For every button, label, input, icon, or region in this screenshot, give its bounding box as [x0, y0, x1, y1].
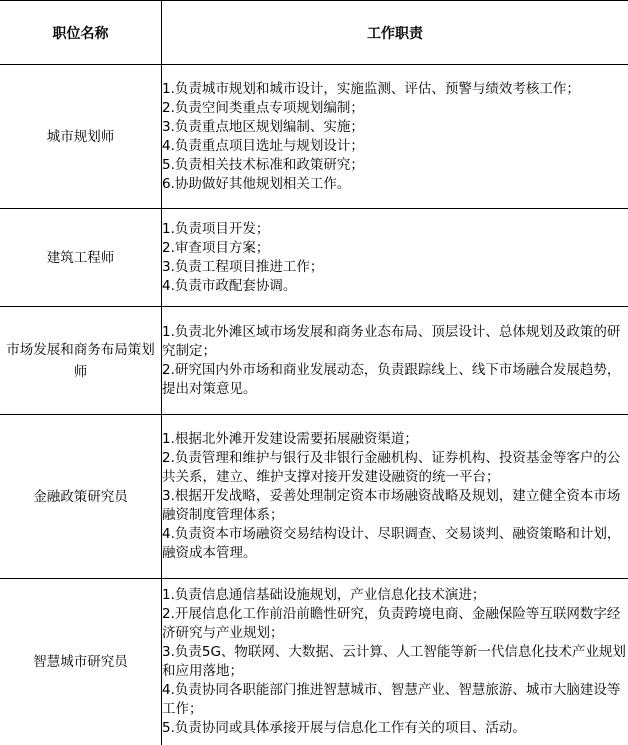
duty-list: [162, 415, 628, 579]
table-row: [0, 415, 628, 579]
duty-item: 4.负责协同各职能部门推进智慧城市、智慧产业、智慧旅游、城市大脑建设等工作；: [162, 681, 628, 719]
duty-list: [162, 579, 628, 745]
duty-item: 4.负责重点项目选址与规划设计；: [162, 137, 628, 156]
duty-list: [162, 209, 628, 307]
duty-list: [162, 307, 628, 415]
duty-item: 1.根据北外滩开发建设需要拓展融资渠道；: [162, 430, 628, 449]
position-title: 市场发展和商务布局策划师: [0, 307, 162, 415]
header-position: 职位名称: [0, 1, 162, 65]
duty-item: 3.负责重点地区规划编制、实施；: [162, 118, 628, 137]
duty-item: 1.负责项目开发；: [162, 220, 628, 239]
duty-item: 2.审查项目方案；: [162, 239, 628, 258]
table-row: [0, 579, 628, 745]
position-title: 城市规划师: [0, 65, 162, 209]
duty-item: 6.协助做好其他规划相关工作。: [162, 175, 628, 194]
duty-item: 4.负责市政配套协调。: [162, 277, 628, 296]
duty-item: 1.负责北外滩区域市场发展和商务业态布局、顶层设计、总体规划及政策的研究制定；: [162, 323, 628, 361]
duty-item: 2.负责管理和维护与银行及非银行金融机构、证券机构、投资基金等客户的公共关系，建立、维护支撑对接开发建设融资的统一平台；: [162, 449, 628, 487]
duty-item: 2.研究国内外市场和商业发展动态，负责跟踪线上、线下市场融合发展趋势，提出对策意见。: [162, 361, 628, 399]
duty-item: 1.负责城市规划和城市设计，实施监测、评估、预警与绩效考核工作；: [162, 80, 628, 99]
duty-item: 5.负责相关技术标准和政策研究；: [162, 156, 628, 175]
duty-item: 3.负责工程项目推进工作；: [162, 258, 628, 277]
table-row: [0, 307, 628, 415]
header-row: [0, 1, 628, 65]
position-title: 智慧城市研究员: [0, 579, 162, 745]
table-row: [0, 65, 628, 209]
position-title: 金融政策研究员: [0, 415, 162, 579]
duty-item: 3.负责5G、物联网、大数据、云计算、人工智能等新一代信息化技术产业规划和应用落地；: [162, 643, 628, 681]
position-title: 建筑工程师: [0, 209, 162, 307]
duty-item: 2.负责空间类重点专项规划编制；: [162, 99, 628, 118]
duty-item: 1.负责信息通信基础设施规划，产业信息化技术演进；: [162, 586, 628, 605]
duty-list: [162, 65, 628, 209]
duty-item: 4.负责资本市场融资交易结构设计、尽职调查、交易谈判、融资策略和计划，融资成本管理。: [162, 525, 628, 563]
table-row: [0, 209, 628, 307]
duty-item: 3.根据开发战略，妥善处理制定资本市场融资战略及规划，建立健全资本市场融资制度管理体系；: [162, 487, 628, 525]
header-duties: 工作职责: [162, 1, 628, 65]
duty-item: 5.负责协同或具体承接开展与信息化工作有关的项目、活动。: [162, 719, 628, 738]
duty-item: 2.开展信息化工作前沿前瞻性研究，负责跨境电商、金融保险等互联网数字经济研究与产业规划；: [162, 605, 628, 643]
